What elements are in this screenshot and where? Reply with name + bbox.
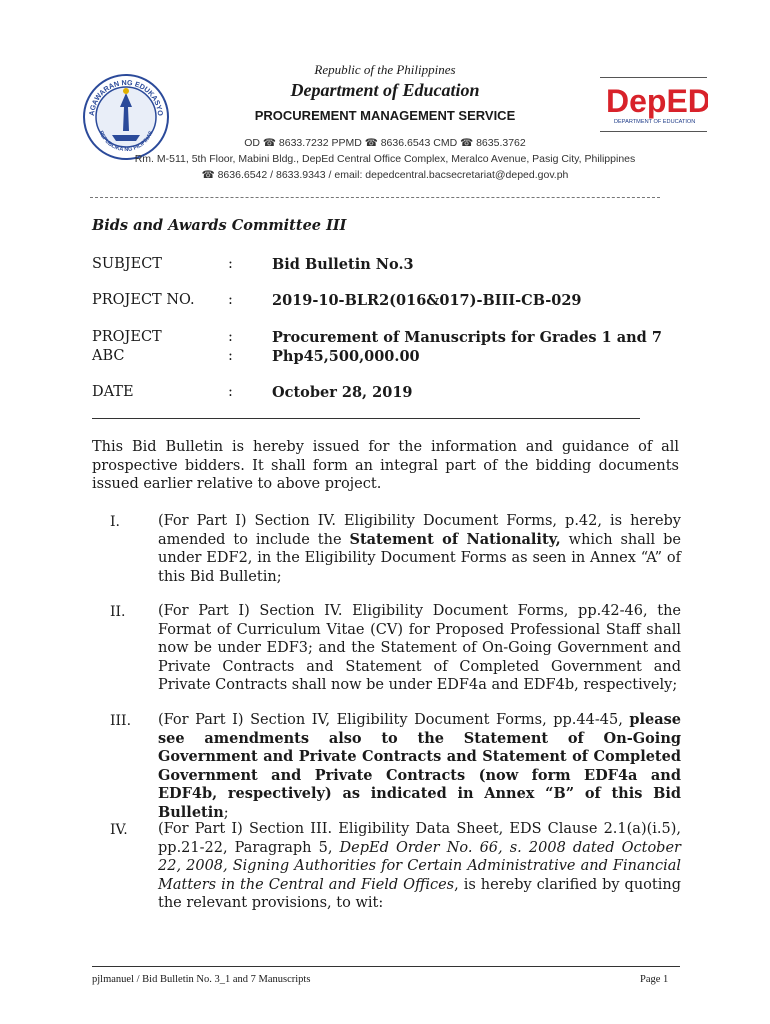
- header-address: Rm. M-511, 5th Floor, Mabini Bldg., DepEd Central Office Complex, Meralco Avenue, Pasig City, Philippines: [134, 153, 636, 165]
- footer-doc-ref: pjlmanuel / Bid Bulletin No. 3_1 and 7 Manuscripts: [92, 974, 311, 985]
- item-number: III.: [110, 713, 132, 729]
- list-item: (For Part I) Section III. Eligibility Data Sheet, EDS Clause 2.1(a)(i.5), pp.21-22, Paragraph 5, DepEd Order No. 66, s. 2008 dated October 22, 2008, Signing Authorities for Certain Administrative and Financial Matters in the Central and Field Offices, is hereby clarified by quoting the relevant provisions, to wit:: [158, 821, 681, 911]
- seal-bottom-text: REPUBLIKA NG PILIPINAS: [97, 130, 155, 154]
- item-number: IV.: [110, 822, 128, 838]
- field-label-subject: SUBJECT: [92, 256, 162, 272]
- header-contact: ☎ 8636.6542 / 8633.9343 / email: depedcentral.bacsecretariat@deped.gov.ph: [201, 169, 569, 181]
- list-item: (For Part I) Section IV, Eligibility Document Forms, pp.44-45, please see amendments also to the Statement of On-Going Government and Private Contracts and Statement of Completed Government and Private Contracts (now form EDF4a and EDF4b, respectively) as indicated in Annex “B” of this Bid Bulletin;: [158, 711, 681, 821]
- field-value-date: October 28, 2019: [272, 384, 413, 401]
- field-label-abc: ABC: [92, 348, 125, 364]
- field-value-project-no: 2019-10-BLR2(016&017)-BIII-CB-029: [272, 292, 582, 309]
- field-label-project: PROJECT: [92, 329, 162, 345]
- logo-subtitle: DEPARTMENT OF EDUCATION: [614, 119, 696, 125]
- field-colon: :: [228, 256, 233, 272]
- deped-brand-logo: [600, 76, 708, 128]
- header-republic: Republic of the Philippines: [314, 62, 456, 77]
- header-service: PROCUREMENT MANAGEMENT SERVICE: [254, 108, 516, 123]
- intro-paragraph: This Bid Bulletin is hereby issued for the information and guidance of all prospective bidders. It shall form an integral part of the bidding documents issued earlier relative to above project.: [92, 439, 679, 492]
- header-department: Department of Education: [290, 80, 480, 100]
- field-colon: :: [228, 292, 233, 308]
- logo-wordmark: DepED: [606, 83, 708, 119]
- fields-divider: [92, 418, 640, 419]
- field-label-date: DATE: [92, 384, 134, 400]
- field-label-project-no: PROJECT NO.: [92, 292, 195, 308]
- committee-title: Bids and Awards Committee III: [92, 217, 347, 234]
- logo-bottom-rule: [600, 131, 707, 132]
- field-value-abc: Php45,500,000.00: [272, 348, 420, 365]
- list-item: (For Part I) Section IV. Eligibility Document Forms, pp.42-46, the Format of Curriculum Vitae (CV) for Proposed Professional Staff shall now be under EDF3; and the Statement of On-Going Government and Private Contracts and Statement of Completed Government and Private Contracts shall now be under EDF4a and EDF4b, respectively;: [158, 603, 681, 693]
- item-number: II.: [110, 604, 126, 620]
- field-colon: :: [228, 384, 233, 400]
- field-value-subject: Bid Bulletin No.3: [272, 256, 414, 273]
- header-phones: OD ☎ 8633.7232 PPMD ☎ 8636.6543 CMD ☎ 8635.3762: [244, 137, 526, 149]
- field-colon: :: [228, 329, 233, 345]
- field-value-project: Procurement of Manuscripts for Grades 1 and 7: [272, 329, 662, 346]
- footer-page-number: Page 1: [640, 974, 669, 985]
- list-item: (For Part I) Section IV. Eligibility Document Forms, p.42, is hereby amended to include the Statement of Nationality, which shall be under EDF2, in the Eligibility Document Forms as seen in Annex “A” of this Bid Bulletin;: [158, 513, 681, 585]
- header-divider: [90, 197, 660, 198]
- seal-top-text: AGAWARAN NG EDUKASYO: [86, 77, 166, 117]
- field-colon: :: [228, 348, 233, 364]
- footer-rule: [92, 966, 680, 967]
- item-number: I.: [110, 514, 120, 530]
